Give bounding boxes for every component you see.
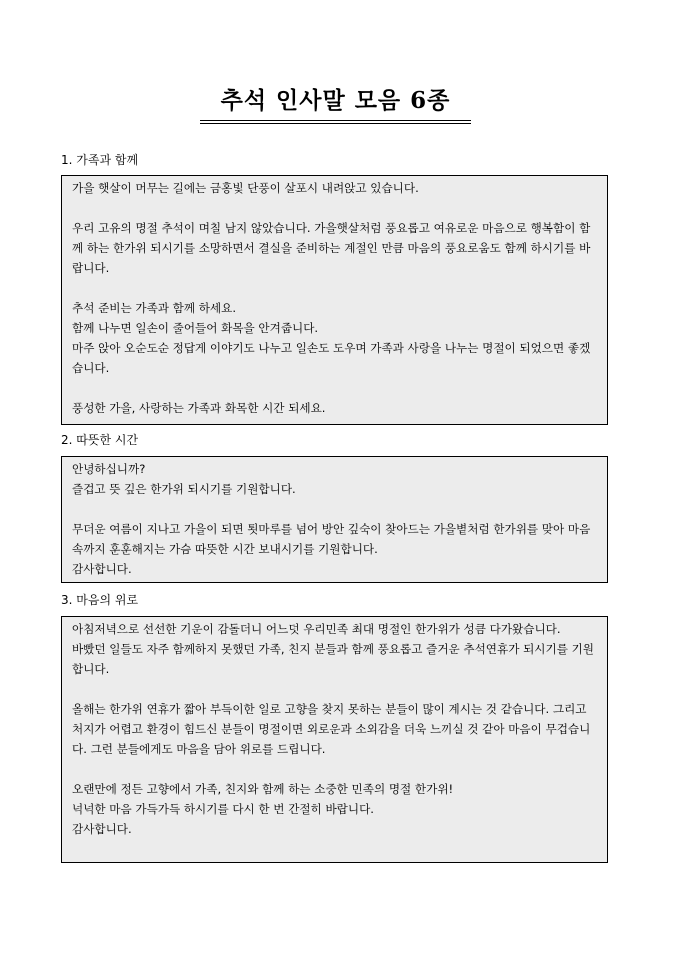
paragraph-line: 감사합니다. [72,562,132,576]
paragraph-line: 올해는 한가위 연휴가 짧아 부득이한 일로 고향을 찾지 못하는 분들이 많이 계시는 것 같습니다. 그리고 처지가 어렵고 환경이 힘드신 분들이 명절이면 외로운과 소외감을 더욱 느끼실 것 같아 마음이 무겁습니다. 그런 분들에게도 마음을 담아 위로를 드립니다. [72,702,591,756]
title-block [200,84,471,124]
paragraph-line: 넉넉한 마음 가득가득 하시기를 다시 한 번 간절히 바랍니다. [72,802,374,816]
paragraph-line: 마주 앉아 오순도순 정답게 이야기도 나누고 일손도 도우며 가족과 사랑을 나누는 명절이 되었으면 좋겠습니다. [72,341,591,375]
paragraph-line: 풍성한 가을, 사랑하는 가족과 화목한 시간 되세요. [72,401,326,415]
paragraph-line: 아침저녁으로 선선한 기운이 감돌더니 어느덧 우리민족 최대 명절인 한가위가 성큼 다가왔습니다. [72,622,561,636]
section-1-heading: 1. 가족과 함께 [61,153,139,167]
page-title: 추석 인사말 모음 6종 [220,87,451,114]
blank-line [72,378,597,398]
blank-line [72,759,597,779]
paragraph-line: 함께 나누면 일손이 줄어들어 화목을 안겨줍니다. [72,321,319,335]
section-2-heading: 2. 따뜻한 시간 [61,433,139,447]
blank-line [72,679,597,699]
paragraph-line: 바빴던 일들도 자주 함께하지 못했던 가족, 친지 분들과 함께 풍요롭고 즐거운 추석연휴가 되시기를 기원합니다. [72,642,594,676]
section-3-box [61,616,608,863]
paragraph-line: 안녕하십니까? [72,462,146,476]
paragraph-line: 가을 햇살이 머무는 길에는 금홍빛 단풍이 살포시 내려앉고 있습니다. [72,181,419,195]
paragraph-line: 감사합니다. [72,822,132,836]
paragraph-line: 무더운 여름이 지나고 가을이 되면 툇마루를 넘어 방안 깊숙이 찾아드는 가을볕처럼 한가위를 맞아 마음 속까지 훈훈해지는 가슴 따뜻한 시간 보내시기를 기원합니다. [72,522,591,556]
blank-line [72,198,597,218]
section-2-box [61,456,608,583]
paragraph-line: 즐겁고 뜻 깊은 한가위 되시기를 기원합니다. [72,482,296,496]
title-double-underline [200,120,471,124]
paragraph-line: 우리 고유의 명절 추석이 며칠 남지 않았습니다. 가을햇살처럼 풍요롭고 여유로운 마음으로 행복함이 함께 하는 한가위 되시기를 소망하면서 결실을 준비하는 계절인 만큼 마음의 풍요로움도 함께 하시기를 바랍니다. [72,221,591,275]
paragraph-line: 오랜만에 정든 고향에서 가족, 친지와 함께 하는 소중한 민족의 명절 한가위! [72,782,454,796]
blank-line [72,278,597,298]
section-1-box [61,175,608,425]
blank-line [72,499,597,519]
paragraph-line: 추석 준비는 가족과 함께 하세요. [72,301,237,315]
section-3-heading: 3. 마음의 위로 [61,593,139,607]
